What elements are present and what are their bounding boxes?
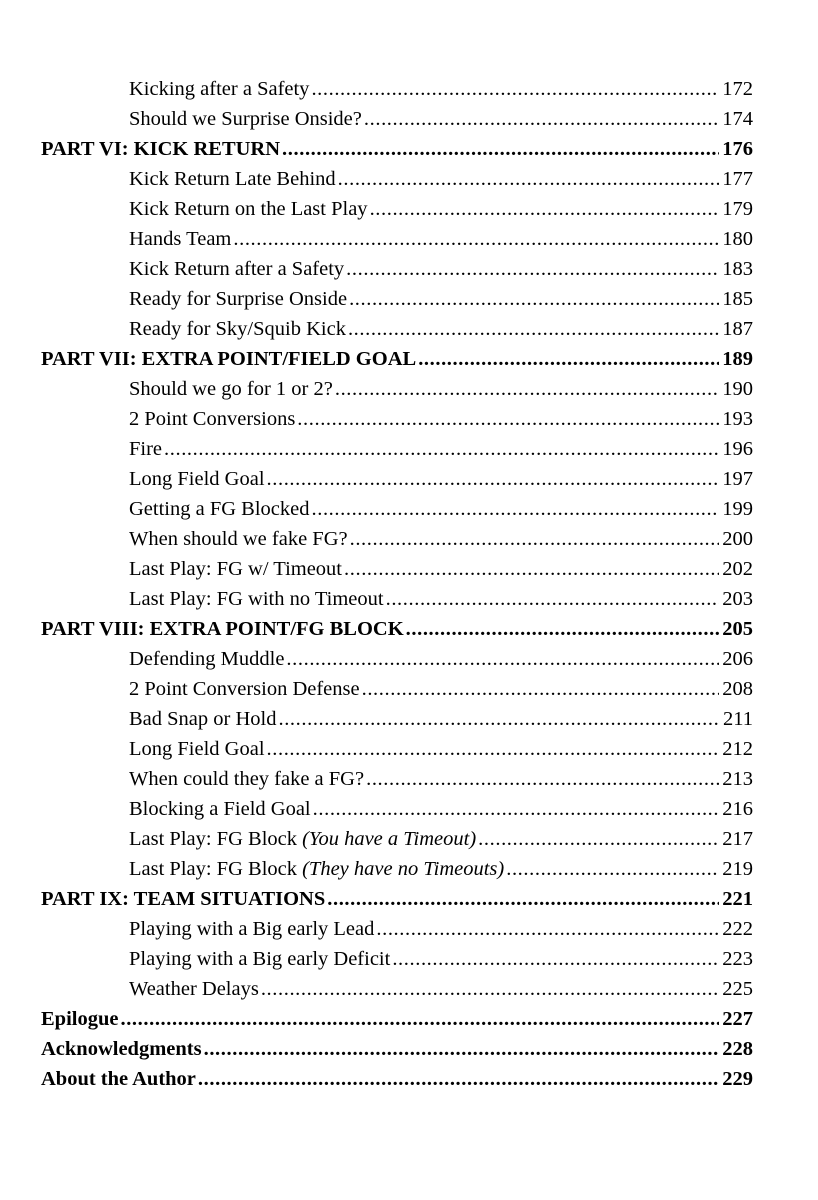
toc-page-number: 208 (722, 678, 753, 700)
toc-part-title: PART IX: TEAM SITUATIONS (41, 888, 326, 910)
toc-part-title: PART VI: KICK RETURN (41, 138, 281, 160)
dot-leader (120, 1004, 719, 1034)
toc-page-number: 216 (722, 798, 753, 820)
toc-entry-title: Kick Return Late Behind (129, 168, 336, 190)
table-of-contents (41, 74, 753, 1094)
toc-part-heading-extra-point-field-goal (41, 344, 753, 374)
toc-entry-title: Fire (129, 438, 163, 460)
toc-page-number: 200 (722, 528, 753, 550)
dot-leader (418, 344, 719, 374)
toc-part-title: PART VII: EXTRA POINT/FIELD GOAL (41, 348, 417, 370)
dot-leader (370, 194, 720, 224)
toc-page-number: 187 (722, 318, 753, 340)
dot-leader (478, 824, 719, 854)
toc-entry-title: Long Field Goal (129, 468, 265, 490)
toc-entry-2-point-conversions (41, 404, 753, 434)
toc-page-number: 172 (722, 78, 753, 100)
toc-page-number: 219 (722, 858, 753, 880)
toc-entry-blocking-field-goal (41, 794, 753, 824)
toc-entry-last-play-fg-block-timeout (41, 824, 753, 854)
dot-leader (286, 644, 719, 674)
dot-leader (335, 374, 719, 404)
toc-page-number: 203 (722, 588, 753, 610)
dot-leader (506, 854, 719, 884)
toc-entry-title: Blocking a Field Goal (129, 798, 311, 820)
toc-entry-long-field-goal (41, 464, 753, 494)
dot-leader (362, 674, 720, 704)
dot-leader (366, 764, 719, 794)
dot-leader (350, 524, 720, 554)
dot-leader (392, 944, 719, 974)
toc-entry-title (129, 854, 504, 884)
toc-entry-ready-surprise-onside (41, 284, 753, 314)
toc-entry-title: Bad Snap or Hold (129, 708, 277, 730)
toc-page-number: 213 (722, 768, 753, 790)
toc-page-number: 212 (722, 738, 753, 760)
toc-entry-title: 2 Point Conversion Defense (129, 678, 360, 700)
dot-leader (349, 284, 719, 314)
toc-entry-title: Kick Return after a Safety (129, 258, 345, 280)
toc-entry-defending-muddle (41, 644, 753, 674)
toc-entry-long-field-goal-block (41, 734, 753, 764)
toc-page-number: 193 (722, 408, 753, 430)
toc-entry-title: Kicking after a Safety (129, 78, 310, 100)
toc-entry-title-italic: (They have no Timeouts) (302, 858, 505, 880)
dot-leader (348, 314, 719, 344)
dot-leader (311, 74, 719, 104)
dot-leader (312, 494, 720, 524)
toc-entry-title (129, 824, 476, 854)
toc-entry-bad-snap-or-hold (41, 704, 753, 734)
toc-entry-title: Defending Muddle (129, 648, 285, 670)
toc-entry-title: Last Play: FG w/ Timeout (129, 558, 343, 580)
dot-leader (267, 464, 720, 494)
toc-page-number: 202 (722, 558, 753, 580)
toc-page-number: 205 (722, 618, 753, 640)
toc-page-number: 227 (722, 1008, 753, 1030)
toc-part-title: About the Author (41, 1068, 196, 1090)
dot-leader (344, 554, 719, 584)
toc-page-number: 174 (722, 108, 753, 130)
toc-part-title: Epilogue (41, 1008, 119, 1030)
toc-page-number: 183 (722, 258, 753, 280)
toc-page-number: 185 (722, 288, 753, 310)
dot-leader (364, 104, 719, 134)
toc-entry-weather-delays (41, 974, 753, 1004)
toc-page-number: 179 (722, 198, 753, 220)
toc-entry-title: Ready for Sky/Squib Kick (129, 318, 346, 340)
toc-entry-title-italic: (You have a Timeout) (302, 828, 477, 850)
toc-entry-title: Should we go for 1 or 2? (129, 378, 333, 400)
toc-entry-when-could-they-fake (41, 764, 753, 794)
toc-page-number: 176 (722, 138, 753, 160)
toc-page-number: 225 (722, 978, 753, 1000)
toc-page-number: 222 (722, 918, 753, 940)
toc-entry-kick-return-late-behind (41, 164, 753, 194)
dot-leader (164, 434, 719, 464)
toc-entry-title: Weather Delays (129, 978, 259, 1000)
toc-entry-title: Ready for Surprise Onside (129, 288, 348, 310)
toc-page-number: 206 (722, 648, 753, 670)
dot-leader (346, 254, 719, 284)
dot-leader (278, 704, 720, 734)
toc-page-number: 217 (722, 828, 753, 850)
toc-entry-go-for-1-or-2 (41, 374, 753, 404)
dot-leader (261, 974, 719, 1004)
dot-leader (386, 584, 720, 614)
toc-entry-kick-return-after-safety (41, 254, 753, 284)
dot-leader (313, 794, 720, 824)
toc-page-number: 196 (722, 438, 753, 460)
dot-leader (233, 224, 719, 254)
toc-page-number: 180 (722, 228, 753, 250)
toc-entry-title: Playing with a Big early Lead (129, 918, 375, 940)
toc-page-number: 229 (722, 1068, 753, 1090)
toc-entry-kick-return-last-play (41, 194, 753, 224)
toc-entry-title: Hands Team (129, 228, 232, 250)
toc-entry-title: When should we fake FG? (129, 528, 348, 550)
dot-leader (297, 404, 719, 434)
toc-entry-title: Getting a FG Blocked (129, 498, 310, 520)
toc-entry-2-point-conversion-defense (41, 674, 753, 704)
toc-entry-kicking-after-safety (41, 74, 753, 104)
dot-leader (198, 1064, 719, 1094)
dot-leader (406, 614, 720, 644)
toc-part-title: PART VIII: EXTRA POINT/FG BLOCK (41, 618, 404, 640)
toc-entry-title: Kick Return on the Last Play (129, 198, 368, 220)
toc-page-number: 189 (722, 348, 753, 370)
toc-entry-getting-fg-blocked (41, 494, 753, 524)
toc-page-number: 190 (722, 378, 753, 400)
toc-entry-title-main: Last Play: FG Block (129, 828, 303, 850)
toc-entry-title: Last Play: FG with no Timeout (129, 588, 384, 610)
toc-entry-title: 2 Point Conversions (129, 408, 296, 430)
toc-entry-ready-sky-squib-kick (41, 314, 753, 344)
toc-entry-when-fake-fg (41, 524, 753, 554)
dot-leader (282, 134, 719, 164)
dot-leader (267, 734, 720, 764)
toc-entry-hands-team (41, 224, 753, 254)
toc-entry-big-early-deficit (41, 944, 753, 974)
toc-part-heading-team-situations (41, 884, 753, 914)
toc-entry-title: Long Field Goal (129, 738, 265, 760)
toc-page-number: 199 (722, 498, 753, 520)
toc-entry-title: Should we Surprise Onside? (129, 108, 362, 130)
dot-leader (376, 914, 719, 944)
toc-entry-big-early-lead (41, 914, 753, 944)
toc-page-number: 177 (722, 168, 753, 190)
toc-entry-title: Playing with a Big early Deficit (129, 948, 391, 970)
toc-page-number: 221 (722, 888, 753, 910)
toc-page-number: 197 (722, 468, 753, 490)
toc-entry-last-play-fg-no-timeout (41, 584, 753, 614)
toc-entry-title: When could they fake a FG? (129, 768, 365, 790)
toc-part-heading-extra-point-fg-block (41, 614, 753, 644)
toc-part-heading-kick-return (41, 134, 753, 164)
toc-entry-last-play-fg-block-no-timeouts (41, 854, 753, 884)
toc-heading-about-author (41, 1064, 753, 1094)
toc-heading-acknowledgments (41, 1034, 753, 1064)
toc-heading-epilogue (41, 1004, 753, 1034)
dot-leader (327, 884, 719, 914)
toc-entry-surprise-onside (41, 104, 753, 134)
dot-leader (204, 1034, 720, 1064)
toc-page-number: 211 (723, 708, 753, 730)
toc-entry-last-play-fg-timeout (41, 554, 753, 584)
toc-entry-fire (41, 434, 753, 464)
toc-entry-title-main: Last Play: FG Block (129, 858, 303, 880)
toc-page-number: 228 (722, 1038, 753, 1060)
toc-page-number: 223 (722, 948, 753, 970)
toc-part-title: Acknowledgments (41, 1038, 202, 1060)
dot-leader (338, 164, 720, 194)
